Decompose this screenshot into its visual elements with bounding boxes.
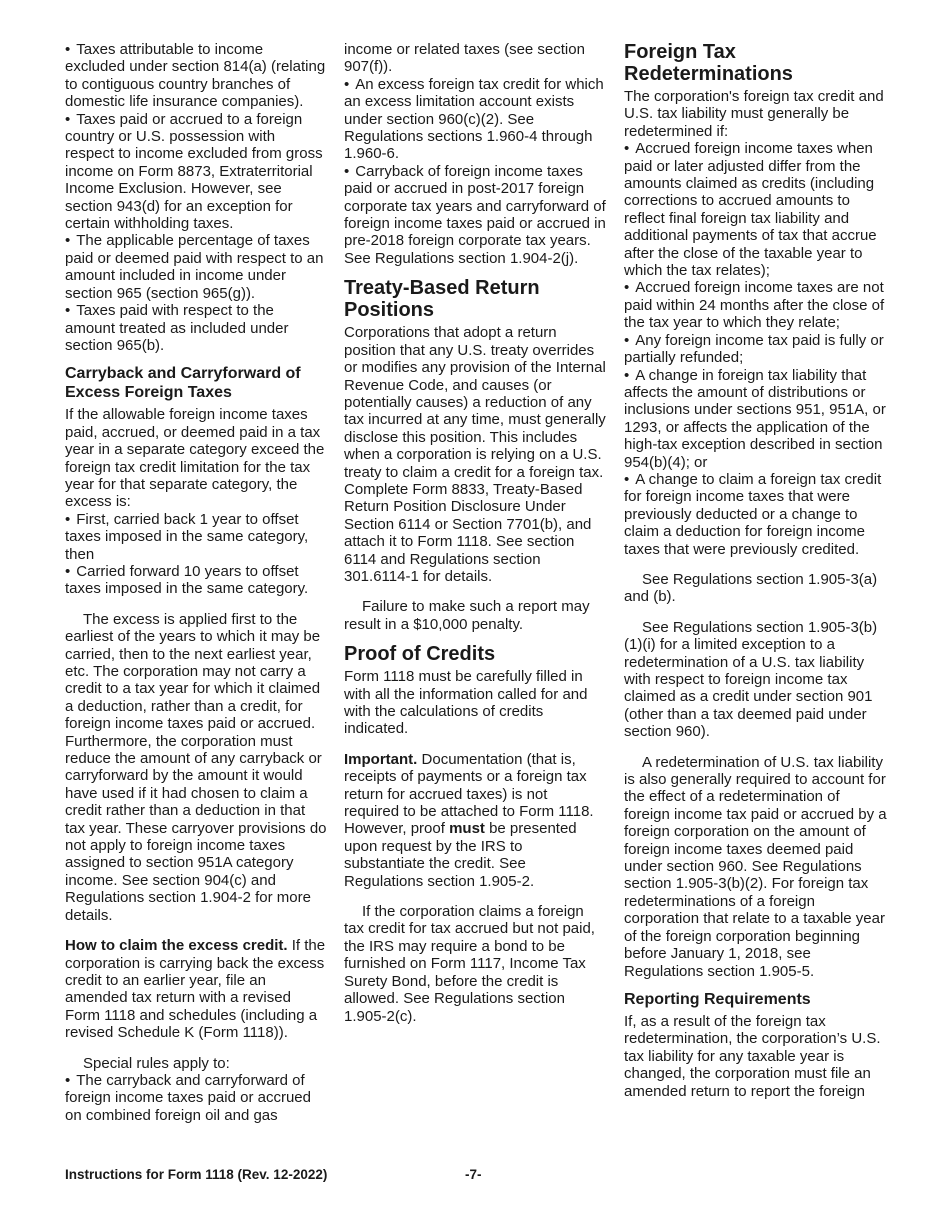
bullet-item: • Carryback of foreign income taxes paid or accrued in post-2017 foreign corporate tax years and carryforward of foreign income taxes paid or accrued in pre-2018 foreign corporate tax years. See Regulations section 1.904-2(j).: [344, 163, 606, 267]
bullet-item: • An excess foreign tax credit for which an excess limitation account exists under section 960(c)(2). See Regulations sections 1.960-4 through 1.960-6.: [344, 76, 606, 163]
bullet-item: • The carryback and carryforward of foreign income taxes paid or accrued on combined foreign oil and gas: [65, 1072, 327, 1124]
bullet-item: • Carried forward 10 years to offset taxes imposed in the same category.: [65, 563, 327, 598]
bullet-item: • Taxes paid with respect to the amount treated as included under section 965(b).: [65, 302, 327, 354]
bullet-item: • Any foreign income tax paid is fully or partially refunded;: [624, 332, 889, 367]
section-heading-proof: Proof of Credits: [344, 643, 496, 666]
section-heading-reporting: Reporting Requirements: [624, 990, 811, 1008]
paragraph: The excess is applied first to the earliest of the years to which it may be carried, then to the next earliest year, etc. The corporation may not carry a credit to a tax year for which it claimed a deduction, rather than a credit, for foreign income taxes paid or accrued. Furthermore, the corporation must reduce the amount of any carryback or carryforward by the amount it would have used if it had chosen to claim a credit rather than a deduction in that tax year. These carryover provisions do not apply to foreign income taxes assigned to section 951A category income. See section 904(c) and Regulations section 1.904-2 for more details.: [65, 610, 327, 924]
bullet-item: • A change in foreign tax liability that affects the amount of distributions or inclusions under sections 951, 951A, or 1293, or affects the application of the high-tax exception described in section 954(b)(4); or: [624, 367, 889, 471]
paragraph-important: [344, 751, 606, 890]
paragraph: See Regulations section 1.905-3(a) and (b).: [624, 570, 878, 606]
paragraph: If the allowable foreign income taxes paid, accrued, or deemed paid in a tax year in a separate category exceed the foreign tax credit limitation for the tax year for that separate category, the excess is:: [65, 406, 325, 511]
bullet-item: • The applicable percentage of taxes paid or deemed paid with respect to an amount included in income under section 965 (section 965(g)).: [65, 232, 327, 302]
bullet-item: • Taxes attributable to income excluded under section 814(a) (relating to contiguous country branches of domestic life insurance companies).: [65, 41, 327, 111]
section-heading-treaty: Treaty-Based Return Positions: [344, 277, 540, 322]
column-right: [624, 41, 889, 1100]
bullet-item: • Accrued foreign income taxes are not paid within 24 months after the close of the tax year to which they relate;: [624, 279, 889, 331]
section-heading-carryback: Carryback and Carryforward of Excess Foreign Taxes: [65, 365, 301, 402]
paragraph: Special rules apply to:: [83, 1054, 230, 1072]
paragraph: A redetermination of U.S. tax liability is also generally required to account for the effect of a redetermination of foreign income tax paid or accrued by a foreign corporation on the amount of foreign income taxes deemed paid under section 960. See Regulations section 1.905-3(b)(2). For foreign tax redeterminations of a foreign corporation that relate to a taxable year of the foreign corporation beginning before January 1, 2018, see Regulations section 1.905-5.: [624, 753, 887, 980]
paragraph: If, as a result of the foreign tax redetermination, the corporation’s U.S. tax liability for any taxable year is changed, the corporation must file an amended return to report the foreign: [624, 1012, 881, 1100]
paragraph: Form 1118 must be carefully filled in with all the information called for and with the calculations of credits indicated.: [344, 668, 588, 738]
runin-heading: Important.: [344, 750, 418, 768]
paragraph: Failure to make such a report may result in a $10,000 penalty.: [344, 598, 590, 633]
paragraph: If the corporation claims a foreign tax credit for tax accrued but not paid, the IRS may require a bond to be furnished on Form 1117, Income Tax Surety Bond, before the credit is allowed. See Regulations section 1.905-2(c).: [344, 903, 595, 1025]
paragraph: The corporation's foreign tax credit and U.S. tax liability must generally be redetermined if:: [624, 88, 884, 140]
runin-heading: How to claim the excess credit.: [65, 937, 288, 955]
bullet-item: • Accrued foreign income taxes when paid or later adjusted differ from the amounts claimed as credits (including corrections to accrued amounts to reflect final foreign tax liability and additional payments of tax that accrue after the close of the taxable year to which the tax relates);: [624, 140, 889, 279]
paragraph-text: be presented upon request by the IRS to substantiate the credit. See Regulations section 1.905-2.: [344, 820, 577, 890]
column-middle: [344, 41, 606, 1025]
footer-form-title: Instructions for Form 1118 (Rev. 12-2022): [65, 1167, 328, 1182]
paragraph: See Regulations section 1.905-3(b)(1)(i) for a limited exception to a redetermination of a U.S. tax liability with respect to foreign income tax claimed as a credit under section 901 (other than a tax deemed paid under section 960).: [624, 618, 878, 741]
bullet-item: • Taxes paid or accrued to a foreign country or U.S. possession with respect to income excluded from gross income on Form 8873, Extraterritorial Income Exclusion. However, see section 943(d) for an exception for certain withholding taxes.: [65, 111, 327, 233]
paragraph-text: If the corporation is carrying back the excess credit to an earlier year, file an amended tax return with a revised Form 1118 and schedules (including a revised Schedule K (Form 1118)).: [65, 937, 326, 1042]
bullet-item: • A change to claim a foreign tax credit for foreign income taxes that were previously deducted or a change to claim a deduction for foreign income taxes that were previously credited.: [624, 471, 889, 558]
section-heading-redeterminations: Foreign Tax Redeterminations: [624, 41, 793, 85]
paragraph-text: Documentation (that is, receipts of payments or a foreign tax return for accrued taxes) is not required to be attached to Form 1118. However, proof: [344, 750, 594, 838]
paragraph-howto: [65, 937, 327, 1041]
column-left: [65, 41, 327, 1124]
bullet-item: • First, carried back 1 year to offset taxes imposed in the same category, then: [65, 511, 327, 563]
paragraph: income or related taxes (see section 907(f)).: [344, 41, 585, 76]
emphasis: must: [449, 820, 485, 838]
footer-page-number: -7-: [465, 1167, 482, 1182]
paragraph: Corporations that adopt a return position that any U.S. treaty overrides or modifies any provision of the Internal Revenue Code, and causes (or potentially causes) a reduction of any tax incurred at any time, must generally disclose this position. This includes when a corporation is relying on a U.S. treaty to claim a credit for a foreign tax. Complete Form 8833, Treaty-Based Return Position Disclosure Under Section 6114 or Section 7701(b), and attach it to Form 1118. See section 6114 and Regulations section 301.6114-1 for details.: [344, 324, 606, 585]
